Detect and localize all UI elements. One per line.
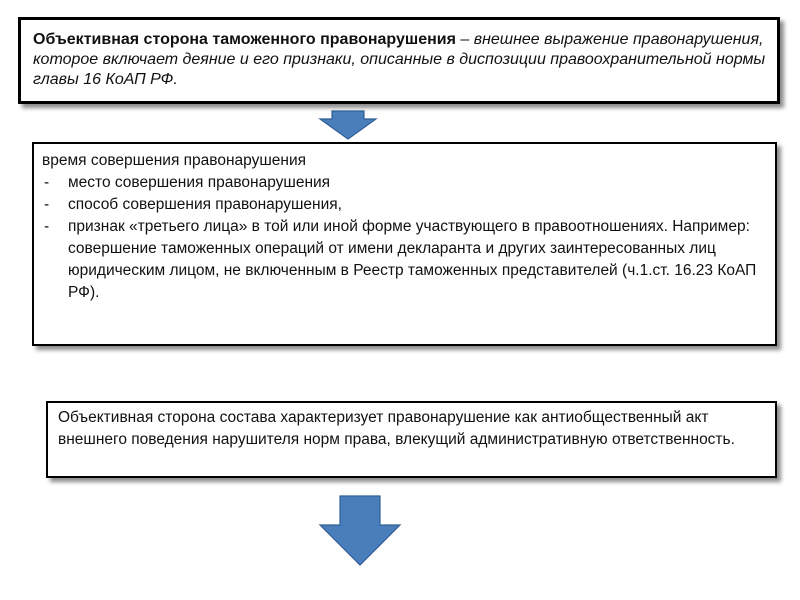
down-arrow-icon — [318, 495, 402, 567]
summary-text: Объективная сторона состава характеризует правонарушение как антиобщественный акт внешнего поведения нарушителя норм права, влекущий административную ответственность. — [58, 409, 735, 448]
list-item: - признак «третьего лица» в той или иной форме участвующего в правоотношениях. Например: совершение таможенных операций от имени декларанта и других заинтересованных лиц юридическим лицом, не включенным в Реестр таможенных представителей (ч.1.ст. 16.23 КоАП РФ). — [42, 216, 765, 304]
feature-time: время совершения правонарушения — [42, 152, 307, 169]
definition-term: Объективная сторона таможенного правонарушения — [33, 31, 456, 48]
features-box — [32, 142, 777, 346]
definition-text: – внешнее выражение правонарушения, которое включает деяние и его признаки, описанные в диспозиции правоохранительной нормы главы 16 КоАП РФ. — [33, 31, 766, 88]
down-arrow-icon — [318, 110, 378, 140]
features-list — [42, 172, 765, 304]
definition-box — [18, 17, 780, 104]
summary-box — [46, 401, 777, 478]
list-item: - место совершения правонарушения — [42, 172, 765, 194]
list-item: - способ совершения правонарушения, — [42, 194, 765, 216]
